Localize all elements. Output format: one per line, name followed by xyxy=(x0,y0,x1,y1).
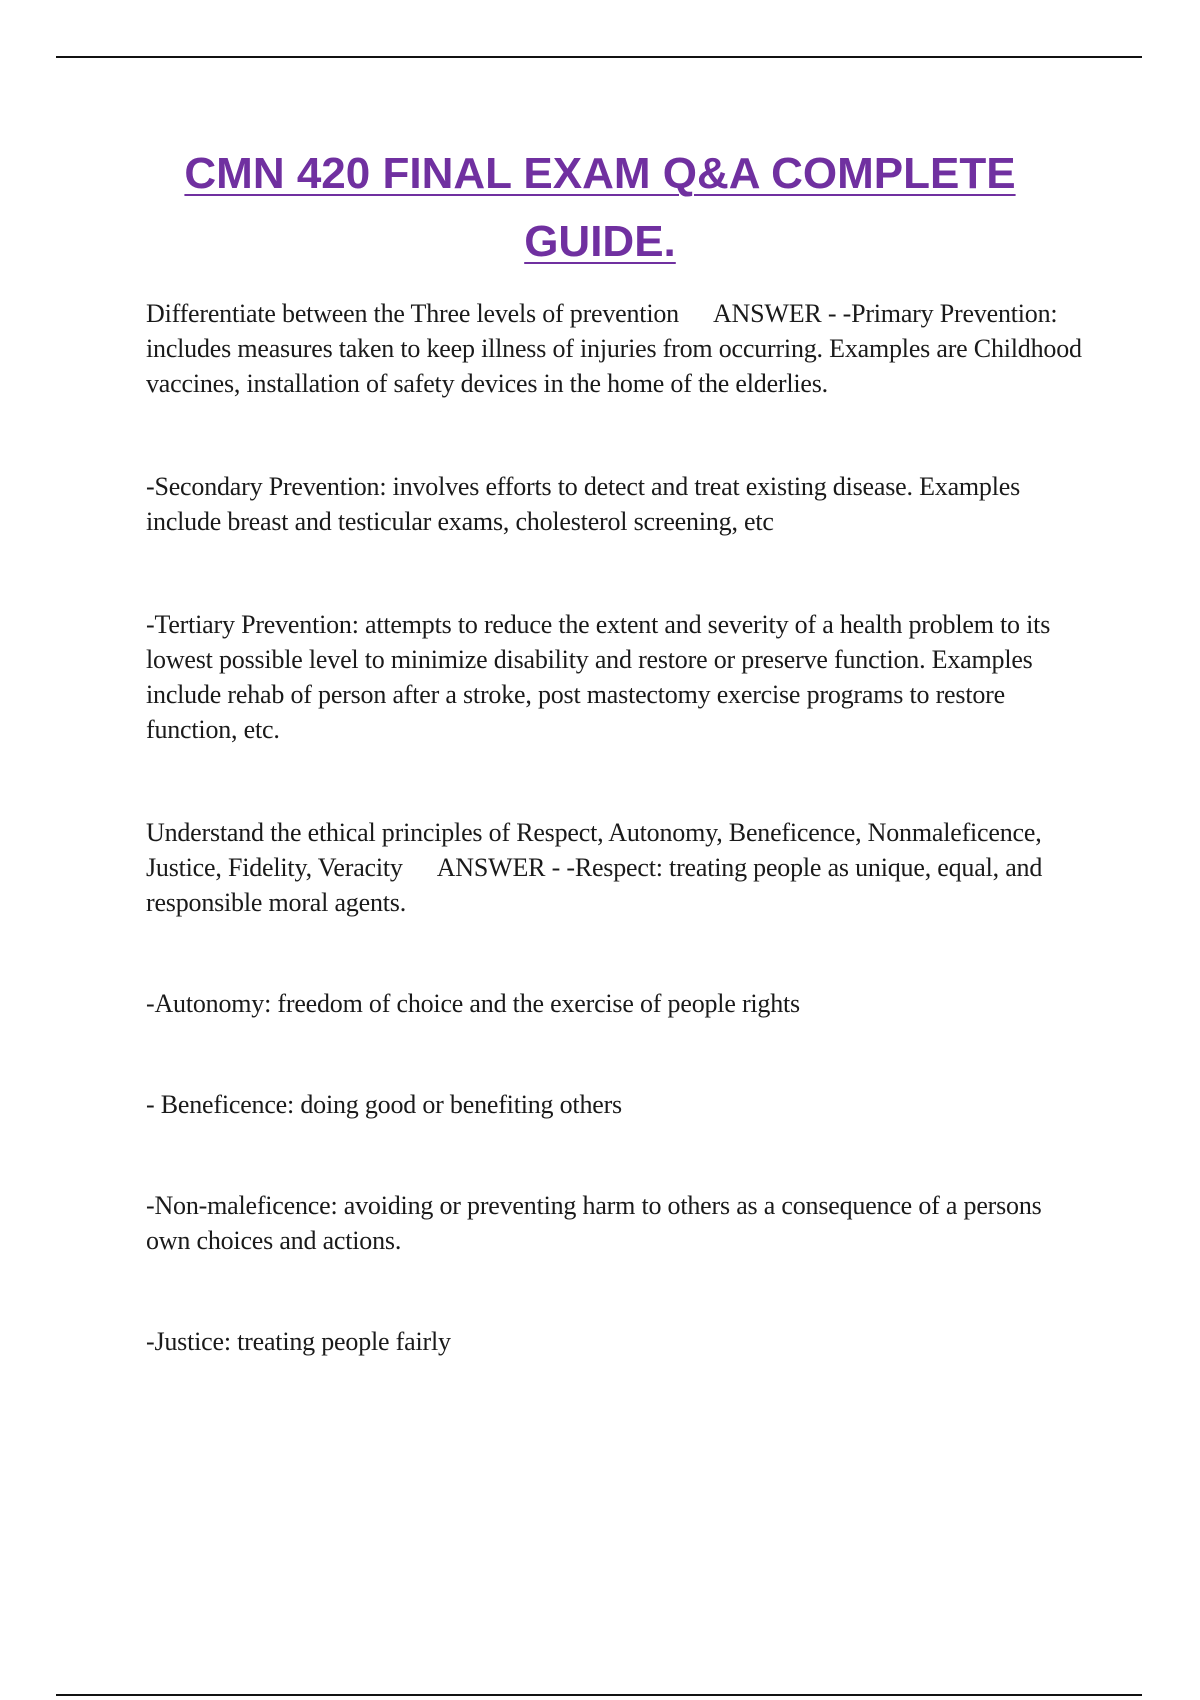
document-body xyxy=(146,296,1086,1359)
title-line-1: CMN 420 FINAL EXAM Q&A COMPLETE xyxy=(184,149,1016,198)
beneficence-paragraph: - Beneficence: doing good or benefiting others xyxy=(146,1090,622,1119)
q1-answer-start: Primary xyxy=(851,299,934,328)
tertiary-paragraph: -Tertiary Prevention: attempts to reduce the extent and severity of a health problem to its lowest possible level to minimize disability and restore or preserve function. Examples include rehab of person after a stroke, post mastectomy exercise programs to restore function, etc. xyxy=(146,610,1051,744)
q1-answer-label: ANSWER - - xyxy=(712,299,852,328)
secondary-paragraph: -Secondary Prevention: involves efforts to detect and treat existing disease. Examples include breast and testicular exams, cholesterol screening, etc xyxy=(146,472,1021,536)
nonmaleficence-paragraph: -Non-maleficence: avoiding or preventing harm to others as a consequence of a persons own choices and actions. xyxy=(146,1191,1042,1255)
q2-question: Understand the ethical principles of Respect, Autonomy, Beneficence, Nonmaleficence, Justice, Fidelity, Veracity xyxy=(146,818,1042,882)
q2-paragraph xyxy=(146,815,1086,920)
q2-answer-label: ANSWER - - xyxy=(436,853,575,882)
q1-answer-rest: Prevention: includes measures taken to keep illness of injuries from occurring. Examples are Childhood vaccines, installation of safety devices in the home of the elderlies. xyxy=(146,299,1082,398)
bottom-rule xyxy=(56,1694,1142,1696)
document-title xyxy=(0,140,1200,276)
autonomy-paragraph: -Autonomy: freedom of choice and the exercise of people rights xyxy=(146,989,800,1018)
q2-answer: Respect: treating people as unique, equal, and responsible moral agents. xyxy=(146,853,1043,917)
q1-paragraph xyxy=(146,296,1086,401)
justice-paragraph: -Justice: treating people fairly xyxy=(146,1327,451,1356)
title-line-2: GUIDE. xyxy=(524,217,676,266)
q1-question: Differentiate between the Three levels of prevention xyxy=(146,299,679,328)
top-rule xyxy=(56,56,1142,58)
